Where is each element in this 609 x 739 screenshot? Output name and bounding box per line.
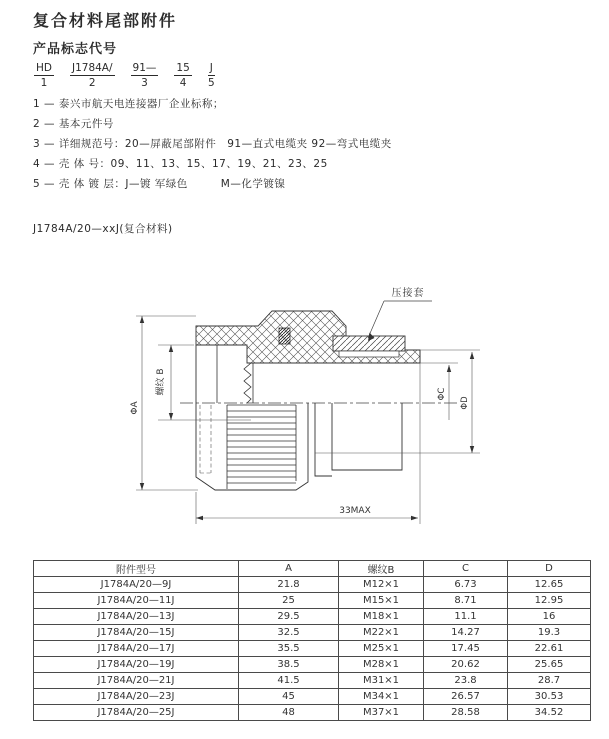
cell-model: J1784A/20—25J: [34, 705, 239, 721]
code-part-4: [174, 62, 191, 89]
cell-model: J1784A/20—11J: [34, 593, 239, 609]
code-part-3: [131, 62, 159, 89]
table-row: [34, 625, 591, 641]
table-row: [34, 577, 591, 593]
hidden-lines: [200, 405, 211, 473]
cell-c: 28.58: [424, 705, 508, 721]
code-part-4-index: 4: [179, 77, 187, 89]
cell-a: 29.5: [239, 609, 339, 625]
cell-b: M15×1: [339, 593, 424, 609]
seal-element: [279, 328, 290, 344]
code-part-5: [208, 62, 215, 89]
shell-outline: [196, 345, 308, 490]
dimension-table: [33, 560, 591, 721]
cell-d: 30.53: [508, 689, 591, 705]
cell-b: M25×1: [339, 641, 424, 657]
connector-cross-section-drawing: [118, 262, 493, 552]
legend-item-1: 1 — 泰兴市航天电连接器厂企业标称；: [33, 98, 224, 110]
code-part-1-index: 1: [40, 77, 48, 89]
cell-c: 17.45: [424, 641, 508, 657]
cell-a: 48: [239, 705, 339, 721]
cell-c: 26.57: [424, 689, 508, 705]
code-part-1-value: HD: [36, 62, 52, 74]
code-part-4-value: 15: [176, 62, 190, 74]
crimp-sleeve-callout: [368, 286, 432, 341]
cell-b: M28×1: [339, 657, 424, 673]
code-part-5-value: J: [209, 62, 213, 74]
code-part-3-value: 91—: [132, 62, 157, 74]
code-part-5-index: 5: [207, 77, 215, 89]
cell-model: J1784A/20—9J: [34, 577, 239, 593]
plug-body: [315, 403, 402, 476]
cell-model: J1784A/20—15J: [34, 625, 239, 641]
cell-a: 35.5: [239, 641, 339, 657]
cell-d: 22.61: [508, 641, 591, 657]
cell-model: J1784A/20—13J: [34, 609, 239, 625]
cell-c: 6.73: [424, 577, 508, 593]
series-model-label: J1784A/20—xxJ(复合材料): [33, 223, 173, 235]
code-part-2: [70, 62, 115, 89]
cell-b: M37×1: [339, 705, 424, 721]
table-row: [34, 609, 591, 625]
header-model: 附件型号: [34, 561, 239, 577]
phi-a-label: ΦA: [130, 401, 140, 415]
cell-d: 12.95: [508, 593, 591, 609]
cell-model: J1784A/20—21J: [34, 673, 239, 689]
phi-d-label: ΦD: [460, 396, 470, 410]
length-label: 33MAX: [339, 506, 371, 516]
table-row: [34, 689, 591, 705]
code-legend: [33, 99, 392, 199]
section-title-product-code: 产品标志代号: [33, 42, 118, 57]
product-code-breakdown: [34, 62, 231, 89]
cell-d: 25.65: [508, 657, 591, 673]
cell-model: J1784A/20—17J: [34, 641, 239, 657]
cell-b: M34×1: [339, 689, 424, 705]
cell-c: 8.71: [424, 593, 508, 609]
crimp-sleeve-label: 压接套: [391, 288, 425, 299]
header-c: C: [424, 561, 508, 577]
header-d: D: [508, 561, 591, 577]
cell-a: 21.8: [239, 577, 339, 593]
table-row: [34, 593, 591, 609]
cell-b: M31×1: [339, 673, 424, 689]
cell-model: J1784A/20—23J: [34, 689, 239, 705]
legend-item-5: 5 — 壳 体 镀 层：J—镀 军绿色 M—化学镀镍: [33, 178, 286, 190]
cell-a: 32.5: [239, 625, 339, 641]
cell-b: M22×1: [339, 625, 424, 641]
dim-phi-d: [315, 350, 480, 453]
cell-d: 19.3: [508, 625, 591, 641]
legend-item-2: 2 — 基本元件号: [33, 118, 114, 130]
table-row: [34, 673, 591, 689]
cell-b: M18×1: [339, 609, 424, 625]
cell-c: 23.8: [424, 673, 508, 689]
code-part-2-value: J1784A/: [71, 62, 113, 74]
dim-thread-b: [158, 345, 251, 420]
table-row: [34, 657, 591, 673]
cell-c: 20.62: [424, 657, 508, 673]
cell-a: 41.5: [239, 673, 339, 689]
cell-a: 38.5: [239, 657, 339, 673]
legend-item-3: 3 — 详细规范号：20—屏蔽尾部附件 91—直式电缆夹 92—弯式电缆夹: [33, 138, 392, 150]
code-part-2-index: 2: [88, 77, 96, 89]
code-part-1: [34, 62, 54, 89]
dim-length: [196, 492, 418, 524]
header-a: A: [239, 561, 339, 577]
cell-d: 12.65: [508, 577, 591, 593]
cell-c: 11.1: [424, 609, 508, 625]
cell-d: 34.52: [508, 705, 591, 721]
table-row: [34, 641, 591, 657]
thread-region: [227, 405, 296, 489]
phi-c-label: ΦC: [437, 387, 447, 401]
legend-item-4: 4 — 壳 体 号：09、11、13、15、17、19、21、23、25: [33, 158, 328, 170]
thread-profile-edge: [244, 363, 251, 403]
cell-d: 28.7: [508, 673, 591, 689]
cell-a: 45: [239, 689, 339, 705]
cell-model: J1784A/20—19J: [34, 657, 239, 673]
thread-b-label: 螺纹 B: [156, 368, 166, 396]
header-thread-b: 螺纹B: [339, 561, 424, 577]
page-title: 复合材料尾部附件: [33, 11, 178, 30]
table-header-row: [34, 561, 591, 577]
cell-a: 25: [239, 593, 339, 609]
table-row: [34, 705, 591, 721]
cell-d: 16: [508, 609, 591, 625]
cell-c: 14.27: [424, 625, 508, 641]
code-part-3-index: 3: [141, 77, 148, 89]
cell-b: M12×1: [339, 577, 424, 593]
